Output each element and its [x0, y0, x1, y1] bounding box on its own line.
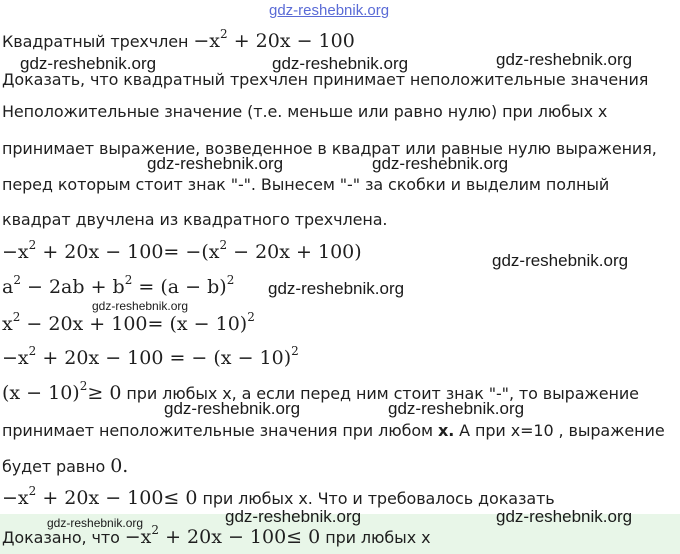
nonpositive-text: принимает неположительные значения при любом — [2, 421, 438, 440]
nonpositive-line — [2, 421, 665, 440]
watermark: gdz-reshebnik.org — [20, 54, 157, 73]
watermark: gdz-reshebnik.org — [492, 251, 629, 270]
watermark: gdz-reshebnik.org — [164, 399, 301, 418]
task-trinomial: $-x^2 + 20x - 100$ — [193, 27, 355, 52]
conclusion-text: при любых x. Что и требовалось доказать — [197, 489, 555, 508]
watermark: gdz-reshebnik.org — [388, 399, 525, 418]
watermark-top[interactable]: gdz-reshebnik.org — [269, 2, 390, 19]
equals-zero-line — [2, 455, 128, 477]
watermark: gdz-reshebnik.org — [268, 279, 405, 298]
inequality-line — [2, 379, 639, 404]
explanation-line-3: перед которым стоит знак "-". Вынесем "-" за скобки и выделим полный — [2, 175, 610, 194]
inequality-math: $(x - 10)^2\ge 0$ — [2, 379, 122, 404]
task-title-text: Квадратный трехчлен — [2, 32, 194, 51]
watermark: gdz-reshebnik.org — [496, 507, 633, 526]
watermark: gdz-reshebnik.org — [147, 154, 284, 173]
watermark: gdz-reshebnik.org — [372, 154, 509, 173]
explanation-line-2: принимает выражение, возведенное в квадрат или равные нулю выражения, — [2, 139, 657, 158]
inequality-text: при любых x, а если перед ним стоит знак "-", то выражение — [121, 384, 639, 403]
watermark: gdz-reshebnik.org — [272, 54, 409, 73]
task-statement: Доказать, что квадратный трехчлен принимает неположительные значения — [2, 70, 649, 89]
watermark: gdz-reshebnik.org — [225, 507, 362, 526]
task-title — [2, 27, 355, 52]
nonpositive-tail: А при x=10 , выражение — [454, 421, 665, 440]
equation-square-formula: $a^2 - 2ab + b^2 = (a - b)^2$ — [2, 273, 235, 298]
final-math: $-x^2 + 20x - 100\le 0$ — [124, 523, 321, 548]
conclusion-line — [2, 484, 555, 509]
variable-x: x. — [437, 421, 455, 440]
equals-zero-text: будет равно — [2, 457, 111, 476]
watermark: gdz-reshebnik.org — [92, 299, 189, 313]
explanation-line-1: Неположительные значение (т.е. меньше или равно нулю) при любых x — [2, 102, 608, 121]
final-tail: при любых x — [320, 528, 431, 547]
watermark: gdz-reshebnik.org — [496, 50, 633, 69]
equation-perfect-square: $x^2 - 20x + 100= (x - 10)^2$ — [2, 310, 255, 335]
equation-factor-minus: $-x^2 + 20x - 100= -(x^2 - 20x + 100)$ — [2, 238, 362, 263]
final-text: Доказано, что — [2, 528, 125, 547]
explanation-line-4: квадрат двучлена из квадратного трехчлена. — [2, 210, 388, 229]
zero-value: 0. — [110, 455, 129, 477]
equation-result: $-x^2 + 20x - 100$ = − $(x - 10)^2$ — [2, 344, 299, 369]
watermark: gdz-reshebnik.org — [47, 516, 144, 530]
conclusion-math: $-x^2 + 20x - 100\le 0$ — [2, 484, 198, 509]
